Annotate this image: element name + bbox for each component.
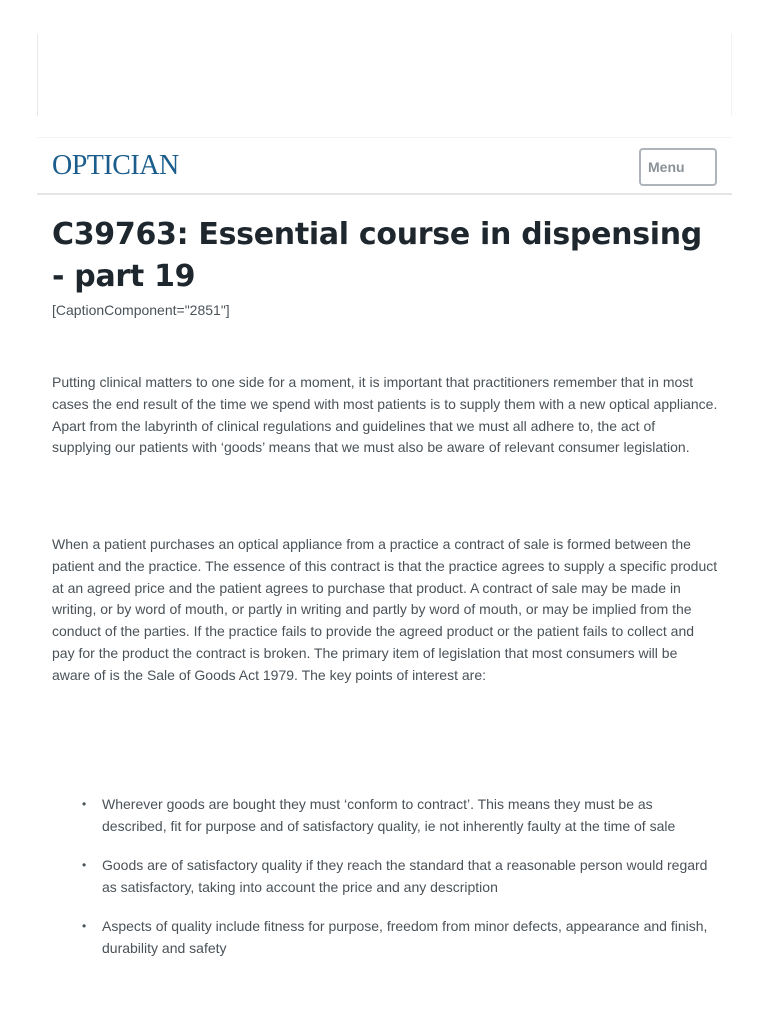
article-paragraph: When a patient purchases an optical appliance from a practice a contract of sale is formed between the patient and the practice. The essence of this contract is that the practice agrees to supply a specific product at an agreed price and the patient agrees to purchase that product. A contract of sale may be made in writing, or by word of mouth, or partly in writing and partly by word of mouth, or may be implied from the conduct of the parties. If the practice fails to provide the agreed product or the patient fails to collect and pay for the product the contract is broken. The primary item of legislation that most consumers will be aware of is the Sale of Goods Act 1979. The key points of interest are: — [52, 536, 718, 683]
article — [52, 214, 718, 956]
list-item — [82, 855, 718, 899]
article-paragraph: Putting clinical matters to one side for a moment, it is important that practitioners remember that in most cases the end result of the time we spend with most patients is to supply them with a new optical appliance. Apart from the labyrinth of clinical regulations and guidelines that we must all adhere to, the act of supplying our patients with ‘goods’ means that we must also be aware of relevant consumer legislation. — [52, 374, 718, 456]
image-caption: [CaptionComponent="2851"] — [52, 302, 230, 318]
bullet-icon: • — [82, 919, 87, 934]
article-title: C39763: Essential course in dispensing - part 19 — [52, 217, 702, 294]
site-logo[interactable]: OPTICIAN — [52, 150, 179, 181]
list-item-text: Aspects of quality include fitness for purpose, freedom from minor defects, appearance and finish, durability and safety — [102, 918, 708, 956]
menu-button[interactable]: Menu — [639, 148, 717, 186]
list-item — [82, 794, 718, 838]
list-item-text: Goods are of satisfactory quality if they reach the standard that a reasonable person would regard as satisfactory, taking into account the price and any description — [102, 857, 708, 895]
list-item — [82, 916, 718, 960]
bullet-icon: • — [82, 858, 87, 873]
site-header — [37, 137, 732, 195]
list-item-text: Wherever goods are bought they must ‘conform to contract’. This means they must be as described, fit for purpose and of satisfactory quality, ie not inherently faulty at the time of sale — [102, 796, 676, 834]
key-points-list — [82, 794, 718, 977]
bullet-icon: • — [82, 797, 87, 811]
advertisement-slot — [37, 34, 732, 116]
